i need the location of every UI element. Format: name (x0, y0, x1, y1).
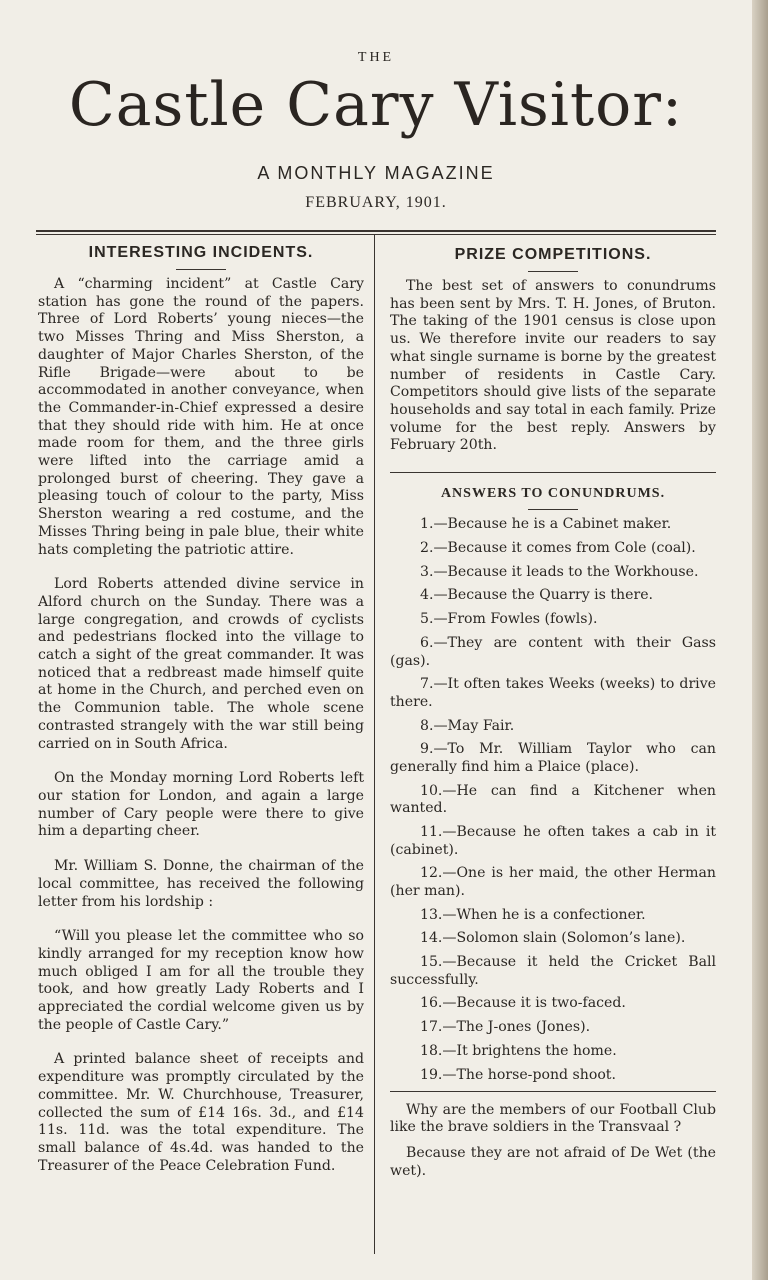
incident-paragraph: On the Monday morning Lord Roberts left our station for London, and again a large number of Cary people were there to give him a departing cheer. (38, 770, 364, 840)
masthead-title: Castle Cary Visitor: (68, 70, 684, 140)
answer-item: 14.—Solomon slain (Solomon’s lane). (420, 930, 686, 947)
answer-item: 15.—Because it held the Cricket Ball successfully. (390, 954, 716, 988)
answer-item: 9.—To Mr. William Taylor who can generally find him a Plaice (place). (390, 741, 716, 775)
page-edge (752, 0, 768, 1280)
incident-paragraph: A “charming incident” at Castle Cary station has gone the round of the papers. Three of Lord Roberts’ young nieces—the two Misses Thring and Miss Sherston, a daughter of Major Charles Sherston, of the Rifle Brigade—were about to be accommodated in another conveyance, when the Commander-in-Chief expressed a desire that they should ride with him. He at once made room for them, and the three girls were lifted into the carriage amid a prolonged burst of cheering. They gave a pleasing touch of colour to the party, Miss Sherston wearing a red costume, and the Misses Thring being in pale blue, their white hats completing the patriotic attire. (38, 276, 364, 558)
answers-list (390, 516, 716, 1084)
answer-item: 5.—From Fowles (fowls). (420, 611, 598, 628)
header-rule-thin (36, 234, 716, 235)
answer-item: 2.—Because it comes from Cole (coal). (420, 539, 696, 556)
section-rule (390, 1091, 716, 1092)
incident-paragraph: A printed balance sheet of receipts and expenditure was promptly circulated by the committee. Mr. W. Churchhouse, Treasurer, collected the sum of £14 16s. 3d., and £14 11s. 11d. was the total expenditure. The small balance of 4s.4d. was handed to the Treasurer of the Peace Celebration Fund. (38, 1051, 364, 1174)
heading-dash (528, 509, 578, 510)
football-question: Why are the members of our Football Club like the brave soldiers in the Transvaal ? (390, 1101, 716, 1136)
answer-item: 7.—It often takes Weeks (weeks) to drive there. (390, 676, 716, 710)
answer-item: 3.—Because it leads to the Workhouse. (420, 563, 699, 580)
prize-intro: The best set of answers to conundrums has been sent by Mrs. T. H. Jones, of Bruton. The taking of the 1901 census is close upon us. We therefore invite our readers to say what single surname is borne by the greatest number of residents in Castle Cary. Competitors should give lists of the separate households and say total in each family. Prize volume for the best reply. Answers by February 20th. (390, 278, 716, 454)
column-divider (374, 234, 375, 1254)
section-heading-incidents: INTERESTING INCIDENTS. (88, 244, 314, 261)
answer-item: 13.—When he is a confectioner. (420, 906, 646, 923)
letter-quote: “Will you please let the committee who so kindly arranged for my reception know how much obliged I am for all the trouble they took, and how greatly Lady Roberts and I appreciated the cordial welcome given us by the people of Castle Cary.” (38, 928, 364, 1033)
column-prize-competitions (390, 246, 716, 1180)
incident-paragraph: Lord Roberts attended divine service in Alford church on the Sunday. There was a large congregation, and crowds of cyclists and pedestrians flocked into the village to catch a sight of the great commander. It was noticed that a redbreast made himself quite at home in the Church, and perched even on the Communion table. The whole scene contrasted strangely with the war still being carried on in South Africa. (38, 576, 364, 752)
answer-item: 1.—Because he is a Cabinet maker. (420, 516, 672, 533)
section-rule (390, 472, 716, 473)
issue-date: FEBRUARY, 1901. (305, 194, 447, 211)
answers-heading: ANSWERS TO CONUNDRUMS. (440, 486, 666, 502)
answer-item: 4.—Because the Quarry is there. (420, 587, 654, 604)
answer-item: 11.—Because he often takes a cab in it (cabinet). (390, 824, 716, 858)
football-answer: Because they are not afraid of De Wet (the wet). (390, 1145, 716, 1179)
section-heading-prize: PRIZE COMPETITIONS. (454, 246, 652, 263)
column-interesting-incidents (38, 244, 364, 1175)
answer-item: 16.—Because it is two-faced. (420, 995, 626, 1012)
incident-paragraph: Mr. William S. Donne, the chairman of the local committee, has received the following letter from his lordship : (38, 858, 364, 910)
header-rule-thick (36, 230, 716, 232)
answer-item: 6.—They are content with their Gass (gas). (390, 635, 716, 669)
masthead-subtitle: A MONTHLY MAGAZINE (257, 163, 495, 183)
heading-dash (528, 271, 578, 272)
answer-item: 19.—The horse-pond shoot. (420, 1066, 616, 1083)
answer-item: 10.—He can find a Kitchener when wanted. (390, 782, 716, 817)
answer-item: 12.—One is her maid, the other Herman (her man). (390, 865, 716, 899)
answer-item: 18.—It brightens the home. (420, 1043, 617, 1060)
answer-item: 17.—The J-ones (Jones). (420, 1019, 591, 1036)
masthead-the: THE (357, 50, 395, 65)
answer-item: 8.—May Fair. (420, 717, 515, 734)
heading-dash (176, 269, 226, 270)
